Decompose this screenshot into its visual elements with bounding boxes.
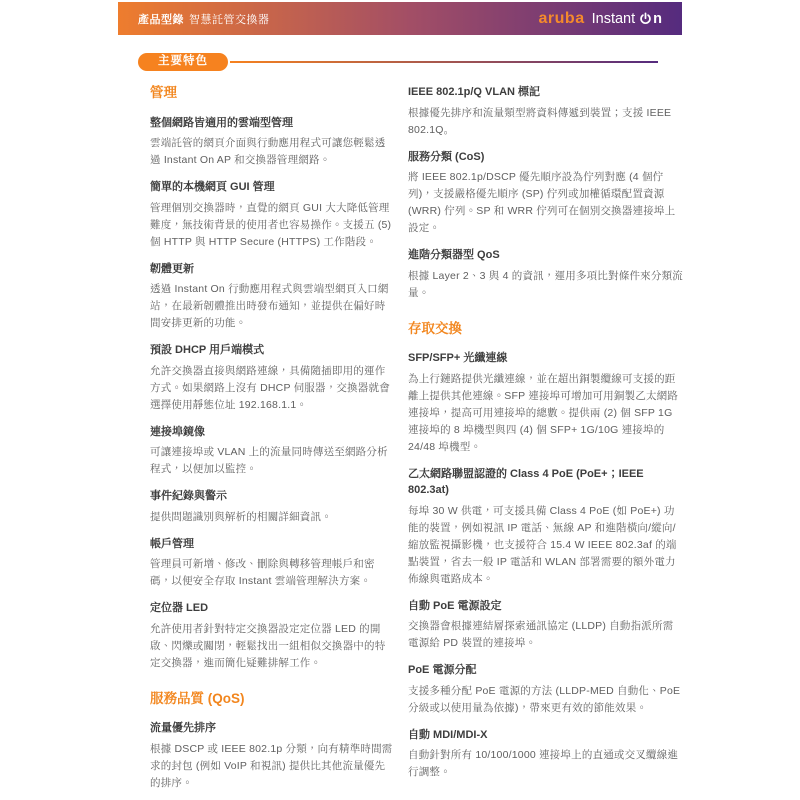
feature-body: 可讓連接埠或 VLAN 上的流量同時傳送至網路分析程式，以便加以監控。 xyxy=(150,446,388,476)
feature-heading: 自動 MDI/MDI-X xyxy=(408,728,488,741)
feature-body: 將 IEEE 802.1p/DSCP 優先順序設為佇列對應 (4 個佇列)，支援嚴格優先順序 (SP) 佇列或加權循環配置資源 (WRR) 佇列。SP 和 WRR 佇列可在個別交換器連接埠上設定。 xyxy=(408,171,676,234)
gradient-divider-line xyxy=(230,61,658,63)
feature-section xyxy=(150,84,393,672)
feature-item xyxy=(408,598,684,653)
feature-body: 管理員可新增、修改、刪除與轉移管理帳戶和密碼，以便安全存取 Instant 雲端管理解決方案。 xyxy=(150,558,375,588)
feature-heading: 連接埠鏡像 xyxy=(150,425,205,438)
section-title: 服務品質 (QoS) xyxy=(150,690,245,706)
feature-item xyxy=(408,727,684,782)
feature-body: 允許使用者針對特定交換器設定定位器 LED 的開啟、閃爍或關閉，輕鬆找出一組相似交換器中的特定交換器，進而簡化疑難排解工作。 xyxy=(150,622,386,669)
aruba-wordmark: aruba xyxy=(538,9,585,27)
power-on-icon xyxy=(639,12,652,25)
feature-body: 管理個別交換器時，直覺的網頁 GUI 大大降低管理難度，無技術背景的使用者也容易操作。支援五 (5) 個 HTTP 與 HTTP Secure (HTTPS) 工作階段。 xyxy=(150,201,392,248)
key-features-tag-row xyxy=(138,52,658,72)
feature-heading: 服務分類 (CoS) xyxy=(408,150,485,163)
feature-body: 根據優先排序和流量類型將資料傳遞到裝置；支援 IEEE 802.1Q。 xyxy=(408,106,672,136)
key-features-badge: 主要特色 xyxy=(138,53,228,72)
aruba-instant-on-logo xyxy=(539,10,662,28)
feature-item xyxy=(150,261,393,333)
doc-type-label: 產品型錄 xyxy=(138,13,184,26)
feature-heading: 整個網路皆適用的雲端型管理 xyxy=(150,116,293,129)
feature-heading: 簡單的本機網頁 GUI 管理 xyxy=(150,181,275,194)
feature-body: 每埠 30 W 供電，可支援具備 Class 4 PoE (如 PoE+) 功能的裝置，例如視訊 IP 電話、無線 AP 和進階橫向/縱向/縮放監視攝影機，也支援符合 15.4 W IEEE 802.3af 的端點裝置，省去一般 IP 電話和 WLAN 部署需要的額外電力佈線與電路成本。 xyxy=(408,504,677,585)
header-bar xyxy=(118,2,682,35)
feature-body: 自動針對所有 10/100/1000 連接埠上的直通或交叉纜線進行調整。 xyxy=(408,749,679,779)
feature-item xyxy=(150,536,393,591)
feature-heading: 帳戶管理 xyxy=(150,537,194,550)
feature-body: 雲端託管的網頁介面與行動應用程式可讓您輕鬆透過 Instant On AP 和交換器管理網路。 xyxy=(150,137,386,167)
feature-heading: 事件紀錄與警示 xyxy=(150,490,227,503)
feature-heading: 預設 DHCP 用戶端模式 xyxy=(150,344,265,357)
feature-section xyxy=(150,690,393,792)
feature-item xyxy=(150,488,393,526)
feature-item xyxy=(150,115,393,170)
feature-item xyxy=(408,466,684,588)
feature-heading: SFP/SFP+ 光纖連線 xyxy=(408,352,508,365)
doc-subtitle-label: 智慧託管交換器 xyxy=(189,13,270,26)
feature-item xyxy=(150,342,393,414)
feature-item xyxy=(150,720,393,792)
section-title: 管理 xyxy=(150,85,177,100)
feature-section xyxy=(408,320,684,782)
feature-body: 透過 Instant On 行動應用程式與雲端型網頁入口網站，在最新韌體推出時發布通知，並提供在偏好時間安排更新的功能。 xyxy=(150,283,389,330)
feature-item xyxy=(408,350,684,456)
feature-item xyxy=(150,424,393,479)
feature-heading: 乙太網路聯盟認證的 Class 4 PoE (PoE+；IEEE 802.3at) xyxy=(408,467,644,497)
feature-item xyxy=(150,179,393,251)
feature-item xyxy=(408,149,684,238)
section-title: 存取交換 xyxy=(408,320,462,336)
feature-body: 根據 Layer 2、3 與 4 的資訊，運用多項比對條件來分類流量。 xyxy=(408,269,683,299)
feature-body: 交換器會根據連結層探索通訊協定 (LLDP) 自動指派所需電源給 PD 裝置的連接埠。 xyxy=(408,620,674,650)
feature-body: 支援多種分配 PoE 電源的方法 (LLDP-MED 自動化、PoE 分級或以使用量為依據)，帶來更有效的節能效果。 xyxy=(408,684,681,714)
feature-item xyxy=(408,247,684,302)
instant-wordmark: Instant xyxy=(591,10,636,27)
feature-body: 根據 DSCP 或 IEEE 802.1p 分類，向有精準時間需求的封包 (例如 VoIP 和視訊) 提供比其他流量優先的排序。 xyxy=(150,742,393,789)
feature-heading: 韌體更新 xyxy=(150,262,194,275)
left-column xyxy=(150,84,393,800)
feature-item xyxy=(408,662,684,717)
feature-item xyxy=(150,600,393,672)
document-title xyxy=(138,11,270,27)
feature-heading: 進階分類器型 QoS xyxy=(408,249,500,261)
feature-body: 為上行鏈路提供光纖連線，並在超出銅製纜線可支援的距離上提供其他連線。SFP 連接埠可增加可用銅製乙太網路連接埠，提高可用連接埠的總數。提供兩 (2) 個 SFP 1G 連接埠的 8 埠機型與四 (4) 個 SFP+ 1G/10G 連接埠的 24/48 埠機型。 xyxy=(408,372,679,453)
feature-body: 提供問題識別與解析的相關詳細資訊。 xyxy=(150,510,332,523)
feature-body: 允許交換器直接與網路連線，具備隨插即用的運作方式。如果網路上沒有 DHCP 伺服器，交換器就會選擇使用靜態位址 192.168.1.1。 xyxy=(150,364,390,411)
feature-heading: 定位器 LED xyxy=(150,602,209,615)
feature-heading: PoE 電源分配 xyxy=(408,664,477,677)
right-column xyxy=(408,84,684,791)
feature-section xyxy=(408,84,684,302)
feature-heading: 自動 PoE 電源設定 xyxy=(408,599,502,612)
feature-item xyxy=(408,84,684,139)
feature-heading: IEEE 802.1p/Q VLAN 標記 xyxy=(408,86,541,98)
on-suffix-letter: n xyxy=(653,10,662,27)
feature-heading: 流量優先排序 xyxy=(150,722,216,735)
